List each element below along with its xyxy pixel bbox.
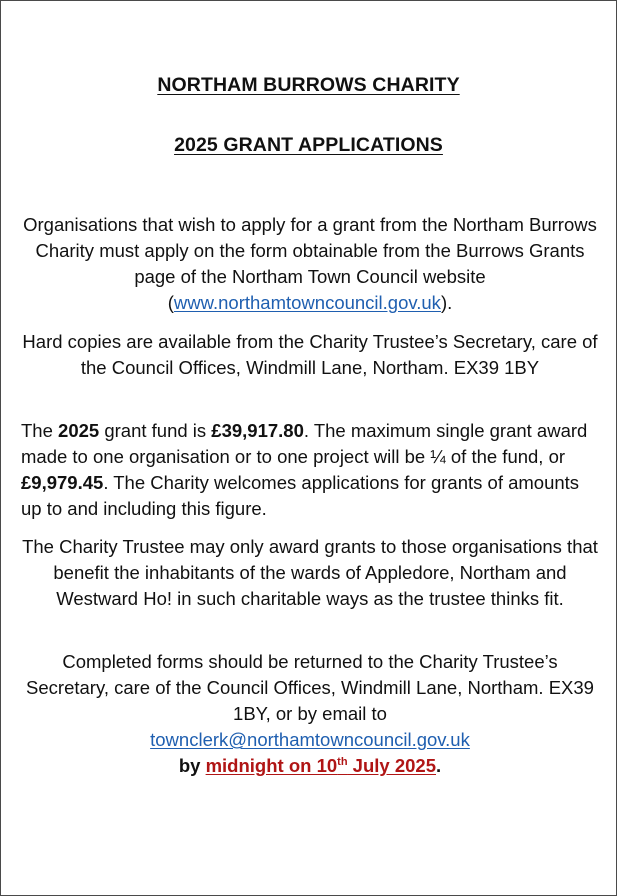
submission-paragraph — [21, 649, 599, 779]
hard-copies-paragraph: Hard copies are available from the Charity Trustee’s Secretary, care of the Council Offices, Windmill Lane, Northam. EX39 1BY — [22, 331, 598, 378]
deadline-sup: th — [337, 755, 348, 768]
email-link[interactable]: townclerk@northamtowncouncil.gov.uk — [150, 729, 470, 750]
page-title: NORTHAM BURROWS CHARITY — [157, 74, 460, 96]
fund-paragraph — [21, 418, 599, 522]
deadline-date — [206, 755, 436, 776]
intro-text: Organisations that wish to apply for a grant from the Northam Burrows Charity must apply on the form obtainable from the Burrows Grants page of the Northam Town Council website — [23, 214, 597, 287]
max-grant-amount: £9,979.45 — [21, 472, 104, 493]
fund-text-2: grant fund is — [99, 420, 212, 441]
fund-amount: £39,917.80 — [211, 420, 304, 441]
fund-text-3: . The maximum single grant award made to one organisation or to one project will be ¼ of the fund, or — [21, 420, 588, 467]
eligibility-paragraph: The Charity Trustee may only award grants to those organisations that benefit the inhabitants of the wards of Appledore, Northam and Westward Ho! in such charitable ways as the trustee thinks fit. — [22, 536, 598, 609]
link-close-paren: ). — [440, 292, 453, 313]
deadline-post: July 2025 — [347, 755, 436, 776]
intro-paragraph — [21, 212, 599, 316]
fund-text-1: The — [21, 420, 59, 441]
deadline-pre: midnight on 10 — [205, 755, 338, 776]
fund-text-4: . The Charity welcomes applications for grants of amounts up to and including this figure. — [21, 472, 580, 519]
website-link[interactable]: www.northamtowncouncil.gov.uk — [173, 292, 441, 313]
link-open-paren: ( — [167, 292, 174, 313]
deadline-end: . — [436, 755, 442, 776]
deadline-by: by — [178, 755, 206, 776]
submission-text: Completed forms should be returned to the Charity Trustee’s Secretary, care of the Council Offices, Windmill Lane, Northam. EX39 1BY, or by email to — [26, 651, 594, 724]
page-subtitle: 2025 GRANT APPLICATIONS — [174, 134, 443, 156]
deadline-line — [179, 755, 441, 776]
fund-year: 2025 — [58, 420, 100, 441]
